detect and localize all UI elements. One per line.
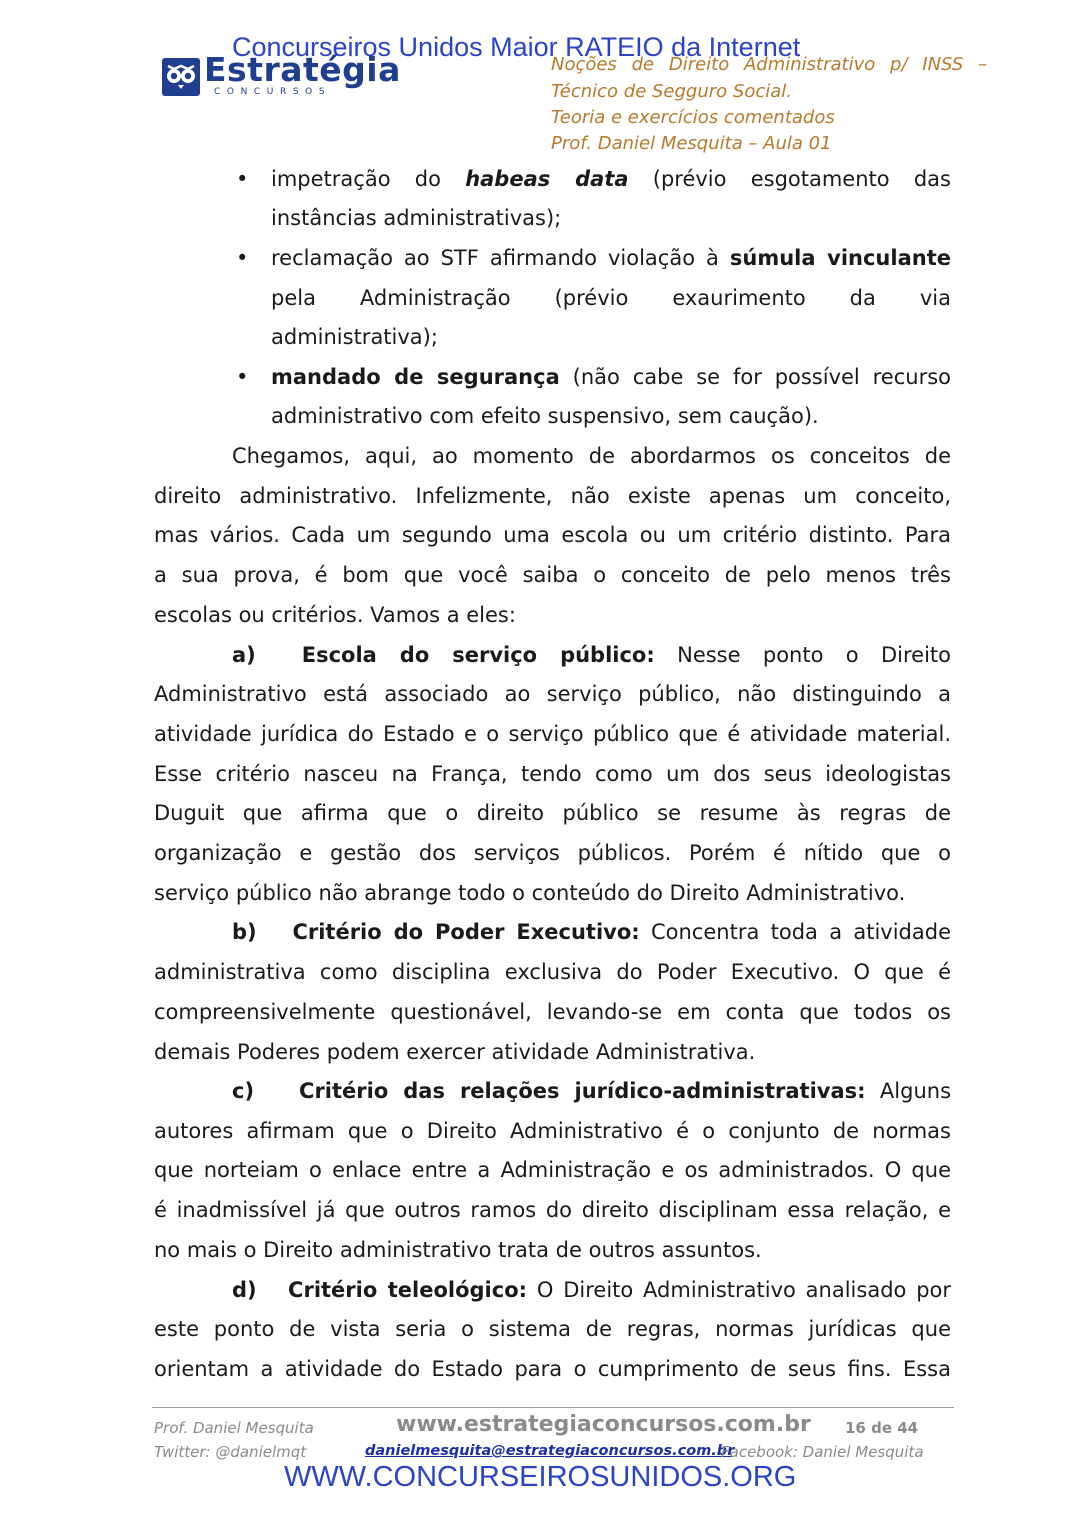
footer-facebook: Facebook: Daniel Mesquita xyxy=(721,1443,924,1461)
header-lesson: Prof. Daniel Mesquita – Aula 01 xyxy=(551,133,832,154)
intro-line: escolas ou critérios. Vamos a eles: xyxy=(154,603,516,627)
bullet-mandado-cont: administrativo com efeito suspensivo, sem caução). xyxy=(271,404,819,428)
estrategia-logo xyxy=(162,50,402,100)
item-c-line: no mais o Direito administrativo trata de outros assuntos. xyxy=(154,1238,762,1262)
item-d-line: este ponto de vista seria o sistema de regras, normas jurídicas que xyxy=(154,1317,951,1341)
item-b-line: administrativa como disciplina exclusiva do Poder Executivo. O que é xyxy=(154,960,951,984)
bullet-marker: • xyxy=(236,246,249,270)
watermark-bottom: WWW.CONCURSEIROSUNIDOS.ORG xyxy=(284,1461,797,1493)
item-a-line: organização e gestão dos serviços públicos. Porém é nítido que o xyxy=(154,841,951,865)
intro-line: Chegamos, aqui, ao momento de abordarmos os conceitos de xyxy=(232,444,951,468)
item-b-line: compreensivelmente questionável, levando-se em conta que todos os xyxy=(154,1000,951,1024)
bullet-reclamacao: reclamação ao STF afirmando violação à súmula vinculante xyxy=(271,246,951,270)
item-a-line: Duguit que afirma que o direito público se resume às regras de xyxy=(154,801,951,825)
intro-line: direito administrativo. Infelizmente, não existe apenas um conceito, xyxy=(154,484,951,508)
item-d-line: orientam a atividade do Estado para o cumprimento de seus fins. Essa xyxy=(154,1357,951,1381)
item-a-line: serviço público não abrange todo o conteúdo do Direito Administrativo. xyxy=(154,881,906,905)
footer-website-link[interactable]: www.estrategiaconcursos.com.br xyxy=(396,1412,811,1437)
bullet-habeas-data-cont: instâncias administrativas); xyxy=(271,206,562,230)
footer-divider xyxy=(152,1407,954,1408)
header-course-subtitle: Técnico de Segguro Social. xyxy=(551,81,792,102)
bullet-marker: • xyxy=(236,167,249,191)
watermark-top: Concurseiros Unidos Maior RATEIO da Internet xyxy=(232,32,801,62)
item-b-line: demais Poderes podem exercer atividade Administrativa. xyxy=(154,1040,756,1064)
owl-icon xyxy=(162,58,200,96)
item-a-heading: a) Escola do serviço público: Nesse ponto o Direito xyxy=(232,643,951,667)
footer-page-number: 16 de 44 xyxy=(845,1419,919,1437)
item-a-line: atividade jurídica do Estado e o serviço público que é atividade material. xyxy=(154,722,951,746)
item-c-line: autores afirmam que o Direito Administrativo é o conjunto de normas xyxy=(154,1119,951,1143)
bullet-marker: • xyxy=(236,365,249,389)
item-d-heading: d) Critério teleológico: O Direito Administrativo analisado por xyxy=(232,1278,952,1302)
intro-line: mas vários. Cada um segundo uma escola ou um critério distinto. Para xyxy=(154,523,951,547)
logo-wordmark: Estratégia xyxy=(204,50,401,89)
header-course-title: Noções de Direito Administrativo p/ INSS – xyxy=(551,54,987,75)
item-c-heading: c) Critério das relações jurídico-administrativas: Alguns xyxy=(232,1079,952,1103)
logo-subtitle: CONCURSOS xyxy=(214,87,332,97)
header-course-type: Teoria e exercícios comentados xyxy=(551,107,835,128)
bullet-mandado: mandado de segurança (não cabe se for possível recurso xyxy=(271,365,951,389)
item-a-line: Administrativo está associado ao serviço público, não distinguindo a xyxy=(154,682,951,706)
bullet-reclamacao-line2: pela Administração (prévio exaurimento da via xyxy=(271,286,951,310)
bullet-reclamacao-cont: administrativa); xyxy=(271,325,438,349)
intro-line: a sua prova, é bom que você saiba o conceito de pelo menos três xyxy=(154,563,951,587)
bullet-habeas-data: impetração do habeas data (prévio esgotamento das xyxy=(271,167,951,191)
footer-email-link[interactable]: danielmesquita@estrategiaconcursos.com.br xyxy=(365,1443,735,1459)
item-c-line: é inadmissível já que outros ramos do direito disciplinam essa relação, e xyxy=(154,1198,951,1222)
footer-twitter: Twitter: @danielmqt xyxy=(154,1443,307,1461)
footer-author: Prof. Daniel Mesquita xyxy=(154,1419,314,1437)
item-b-heading: b) Critério do Poder Executivo: Concentra toda a atividade xyxy=(232,920,952,944)
item-a-line: Esse critério nasceu na França, tendo como um dos seus ideologistas xyxy=(154,762,951,786)
item-c-line: que norteiam o enlace entre a Administração e os administrados. O que xyxy=(154,1158,951,1182)
